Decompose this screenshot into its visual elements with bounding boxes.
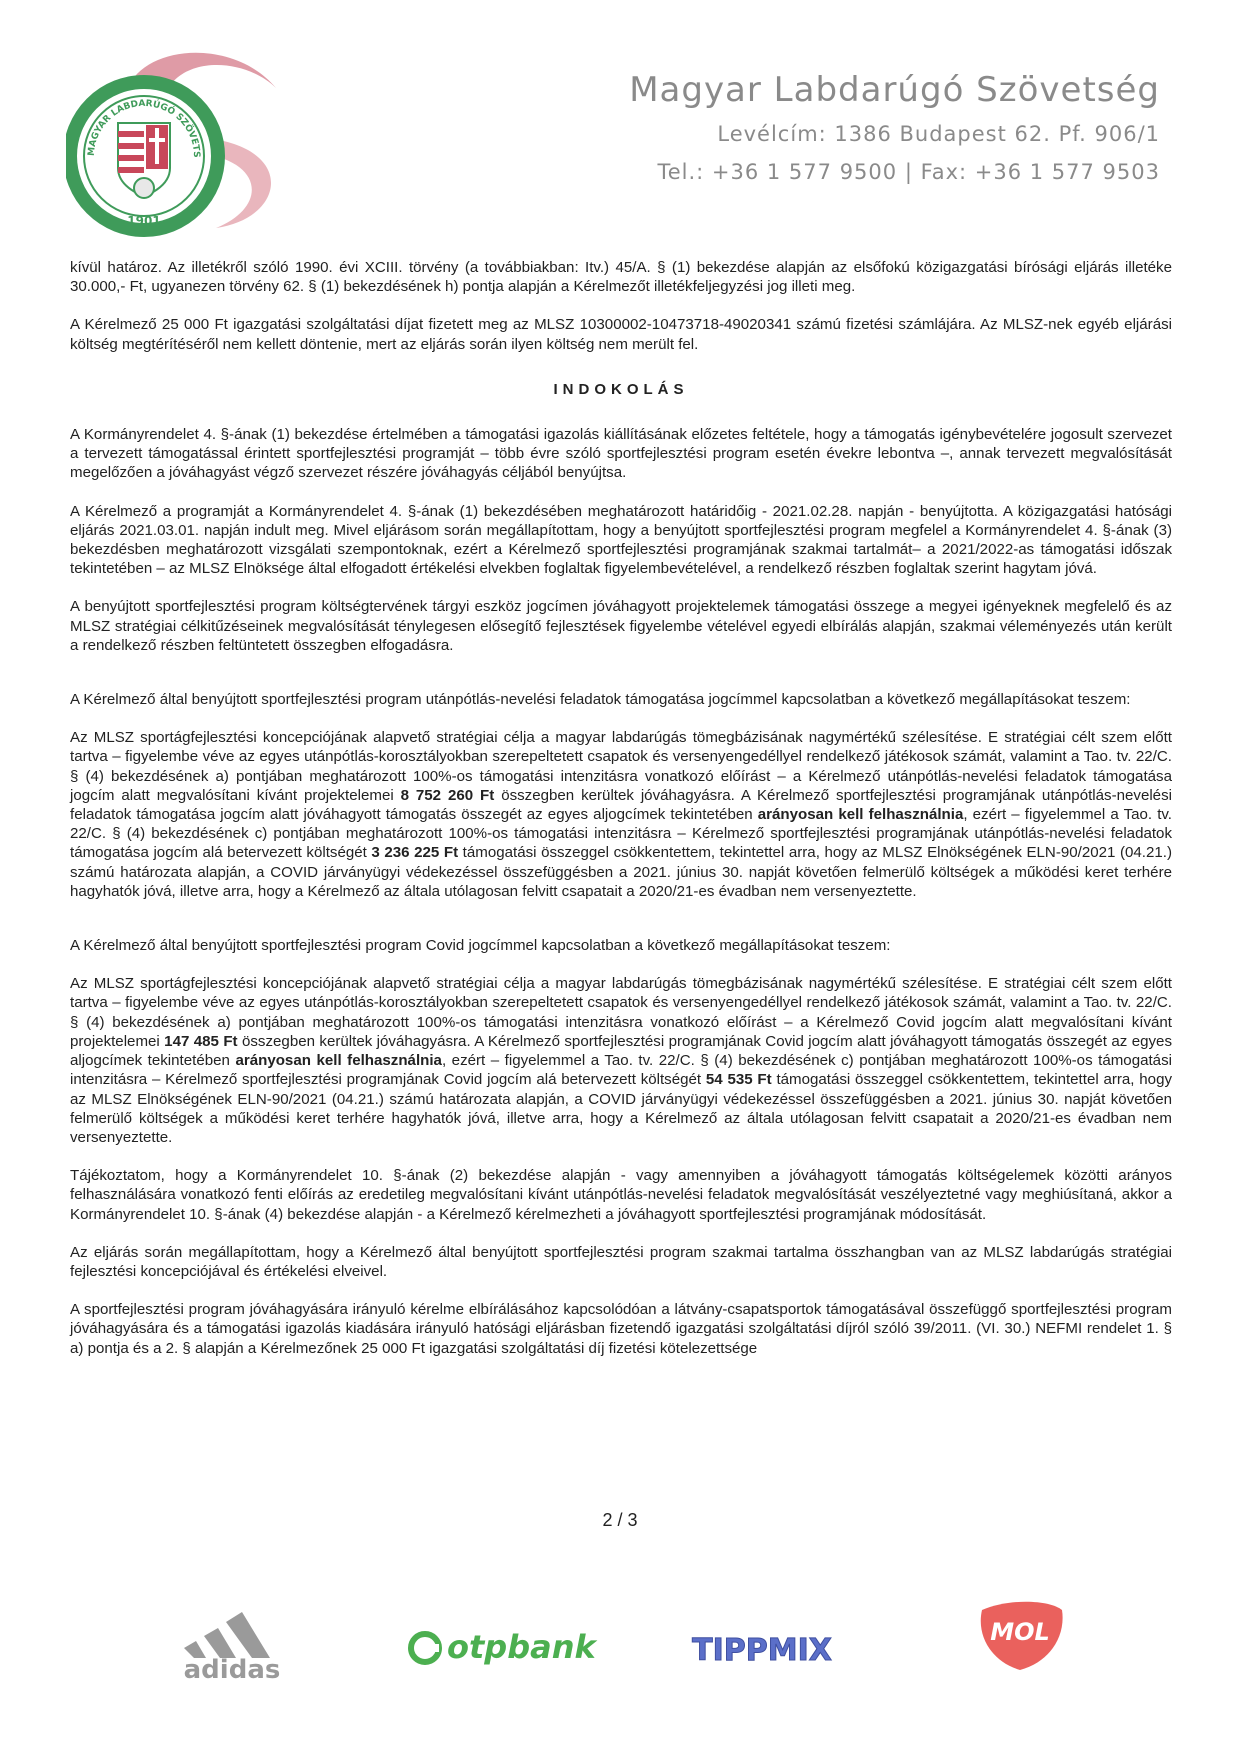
phone-fax: Tel.: +36 1 577 9500 | Fax: +36 1 577 9503 [657,160,1160,184]
paragraph: A sportfejlesztési program jóváhagyására irányuló kérelme elbírálásához kapcsolódóan a látvány-csapatsportok támogatásával összefüggő sportfejlesztési program jóváhagyására és a támogatási igazolás kiadására irányuló hatósági eljárásban fizetendő igazgatási szolgáltatási díjról szóló 39/2011. (VI. 30.) NEFMI rendelet 1. § a) pontja és a 2. § alapján a Kérelmezőnek 25 000 Ft igazgatási szolgáltatási díj fizetési kötelezettsége [70,1301,1172,1357]
sponsor-name: adidas [183,1655,281,1680]
text-run: Az MLSZ sportágfejlesztési koncepciójának alapvető stratégiai célja a magyar labdarúgás tömegbázisának nagymértékű szélesítése. E stratégiai célt szem előtt tartva – figyelembe véve az egyes utánpótlás-korosztályokban szerepeltetett csapatok és versenyengedéllyel rendelkező játékosok számát, valamint a Tao. tv. 22/C. § (4) bekezdésének a) pontjában meghatározott 100%-os támogatási intenzitásra vonatkozó előírást – a Kérelmező Covid jogcím alatt megvalósítani kívánt projektelemei [70,975,1172,1050]
paragraph: A Kérelmező által benyújtott sportfejlesztési program Covid jogcímmel kapcsolatban a következő megállapításokat teszem: [70,937,891,955]
sponsor-name: MOL [990,1618,1050,1646]
sponsor-name: TIPPMIX [692,1633,832,1668]
adidas-logo [170,1600,300,1685]
text-run: összegben kerültek jóváhagyásra. A Kérelmező sportfejlesztési programjának Covid jogcím alatt jóváhagyott támogatás összegét az egyes aljogcímek tekintetében [70,1032,1172,1070]
section-heading: INDOKOLÁS [553,380,689,398]
emphasis: arányosan kell felhasználnia [235,1052,442,1070]
mol-logo [970,1596,1070,1681]
paragraph: kívül határoz. Az illetékről szóló 1990. évi XCIII. törvény (a továbbiakban: Itv.) 45/A. § (1) bekezdése alapján az elsőfokú közigazgatási bírósági eljárás illetéke 30.000,- Ft, ugyanezen törvény 62. § (1) bekezdésének h) pontja alapján a Kérelmezőt illetékfeljegyzési jog illeti meg. [70,259,1172,296]
amount-reduced: 3 236 225 Ft [371,844,459,862]
amount-approved: 8 752 260 Ft [400,786,495,804]
amount-approved: 147 485 Ft [164,1032,238,1050]
sponsor-bar [0,1600,1240,1700]
letterhead [629,70,1160,186]
paragraph: A Kérelmező 25 000 Ft igazgatási szolgáltatási díjat fizetett meg az MLSZ 10300002-10473718-49020341 számú fizetési számlájára. Az MLSZ-nek egyéb eljárási költség megtérítéséről nem kellett döntenie, mert az eljárás során ilyen költség nem merült fel. [70,316,1172,353]
paragraph: A Kérelmező a programját a Kormányrendelet 4. §-ának (1) bekezdésében meghatározott határidőig - 2021.02.28. napján - benyújtotta. A közigazgatási hatósági eljárás 2021.03.01. napján indult meg. Mivel eljárásom során megállapítottam, hogy a benyújtott sportfejlesztési program megfelel a Kormányrendelet 4. §-ának (3) bekezdésben meghatározott vizsgálati szempontoknak, ezért a Kérelmező sportfejlesztési programjának szakmai tartalmát– a 2021/2022-as támogatási időszak tekintetében – az MLSZ Elnöksége által elfogadott értékelési elvekben foglaltak figyelembevételével, a rendelkező részben foglaltak szerint hagytam jóvá. [70,502,1172,578]
page-number: 2 / 3 [602,1510,638,1530]
text-run: Az MLSZ sportágfejlesztési koncepciójának alapvető stratégiai célja a magyar labdarúgás tömegbázisának nagymértékű szélesítése. E stratégiai célt szem előtt tartva – figyelembe véve az egyes utánpótlás-korosztályokban szerepeltetett csapatok és versenyengedéllyel rendelkező játékosok számát, valamint a Tao. tv. 22/C. § (4) bekezdésének a) pontjában meghatározott 100%-os támogatási intenzitásra vonatkozó előírást – a Kérelmező utánpótlás-nevelési feladatok támogatása jogcím alatt megvalósítani kívánt projektelemei [70,729,1172,804]
postal-address: Levélcím: 1386 Budapest 62. Pf. 906/1 [717,122,1160,146]
paragraph: Tájékoztatom, hogy a Kormányrendelet 10. §-ának (2) bekezdése alapján - vagy amennyiben a jóváhagyott támogatás költségelemek közötti arányos felhasználására vonatkozó fenti előírás az eredetileg megvalósítani kívánt utánpótlás-nevelési feladatok megvalósítását veszélyeztetné vagy meghiúsítaná, akkor a Kormányrendelet 10. §-ának (4) bekezdése alapján - a Kérelmező kérelmezheti a jóváhagyott sportfejlesztési programjának módosítását. [70,1167,1172,1223]
paragraph: A Kormányrendelet 4. §-ának (1) bekezdése értelmében a támogatási igazolás kiállításának előzetes feltétele, hogy a támogatás igénybevételére jogosult szervezet a tervezett támogatással érintett sportfejlesztési programját – több évre szóló sportfejlesztési program esetén évekre lebontva –, annak tervezett megvalósítását megelőzően a jóváhagyást végző szervezet részére jóváhagyás céljából benyújtsa. [70,426,1172,482]
amount-reduced: 54 535 Ft [705,1071,772,1089]
paragraph: Az eljárás során megállapítottam, hogy a Kérelmező által benyújtott sportfejlesztési program szakmai tartalma összhangban van az MLSZ labdarúgás stratégiai fejlesztési koncepciójával és értékelési elveivel. [70,1243,1172,1280]
document-body [70,258,1172,1358]
paragraph [70,728,1172,901]
emphasis: arányosan kell felhasználnia [757,806,964,824]
paragraph [70,974,1172,1147]
sponsor-name: otpbank [447,1628,596,1666]
otpbank-logo [405,1618,605,1683]
paragraph: A benyújtott sportfejlesztési program költségtervének tárgyi eszköz jogcímen jóváhagyott projektelemek támogatási összege a megyei igényeknek megfelelő és az MLSZ stratégiai célkitűzéseinek megvalósítását ténylegesen elősegítő fejlesztések figyelembe vételével egyedi elbírálás alapján, szakmai véleményezés után került a rendelkező részben feltüntetett összegben elfogadásra. [70,598,1172,654]
text-run: támogatási összeggel csökkentettem, tekintettel arra, hogy az MLSZ Elnökségének ELN-90/2021 (04.21.) számú határozata alapján, a COVID járványügyi védekezéssel összefüggésben a 2021. június 30. napját követően felmerülő költségek a működési keret terhére hagyhatók jóvá, illetve arra, hogy a Kérelmező az általa utólagosan felvitt csapatait a 2020/21-es évadban nem versenyeztette. [70,1071,1173,1146]
paragraph: A Kérelmező által benyújtott sportfejlesztési program utánpótlás-nevelési feladatok támogatása jogcímmel kapcsolatban a következő megállapításokat teszem: [70,691,1131,709]
mlsz-logo [66,28,286,238]
text-run: összegben kerültek jóváhagyásra. A Kérelmező sportfejlesztési programjának utánpótlás-nevelési feladatok támogatása jogcím alatt jóváhagyott támogatás összegét az egyes aljogcímek tekintetében [70,786,1172,824]
logo-year: 1901 [127,214,161,228]
tippmix-logo [672,1624,852,1679]
logo-ring-text: MAGYAR LABDARÚGÓ SZÖVETS [86,98,202,158]
text-run: , ezért – figyelemmel a Tao. tv. 22/C. § (4) bekezdésének c) pontjában meghatározott 100%-os támogatási intenzitásra – Kérelmező sportfejlesztési programjának Covid jogcím alá betervezett költségét [70,1052,1172,1089]
text-run: támogatási összeggel csökkentettem, tekintettel arra, hogy az MLSZ Elnökségének ELN-90/2021 (04.21.) számú határozata alapján, a COVID járványügyi védekezéssel összefüggésben a 2021. június 30. napját követően felmerülő költségek a működési keret terhére hagyhatók jóvá, illetve arra, hogy a Kérelmező az általa utólagosan felvitt csapatait a 2020/21-es évadban nem versenyeztette. [70,844,1172,900]
organization-name: Magyar Labdarúgó Szövetség [629,70,1160,110]
text-run: , ezért – figyelemmel a Tao. tv. 22/C. § (4) bekezdésének c) pontjában meghatározott 100%-os támogatási intenzitásra – Kérelmező sportfejlesztési programjának utánpótlás-nevelési feladatok támogatása jogcím alá betervezett költségét [70,806,1173,862]
